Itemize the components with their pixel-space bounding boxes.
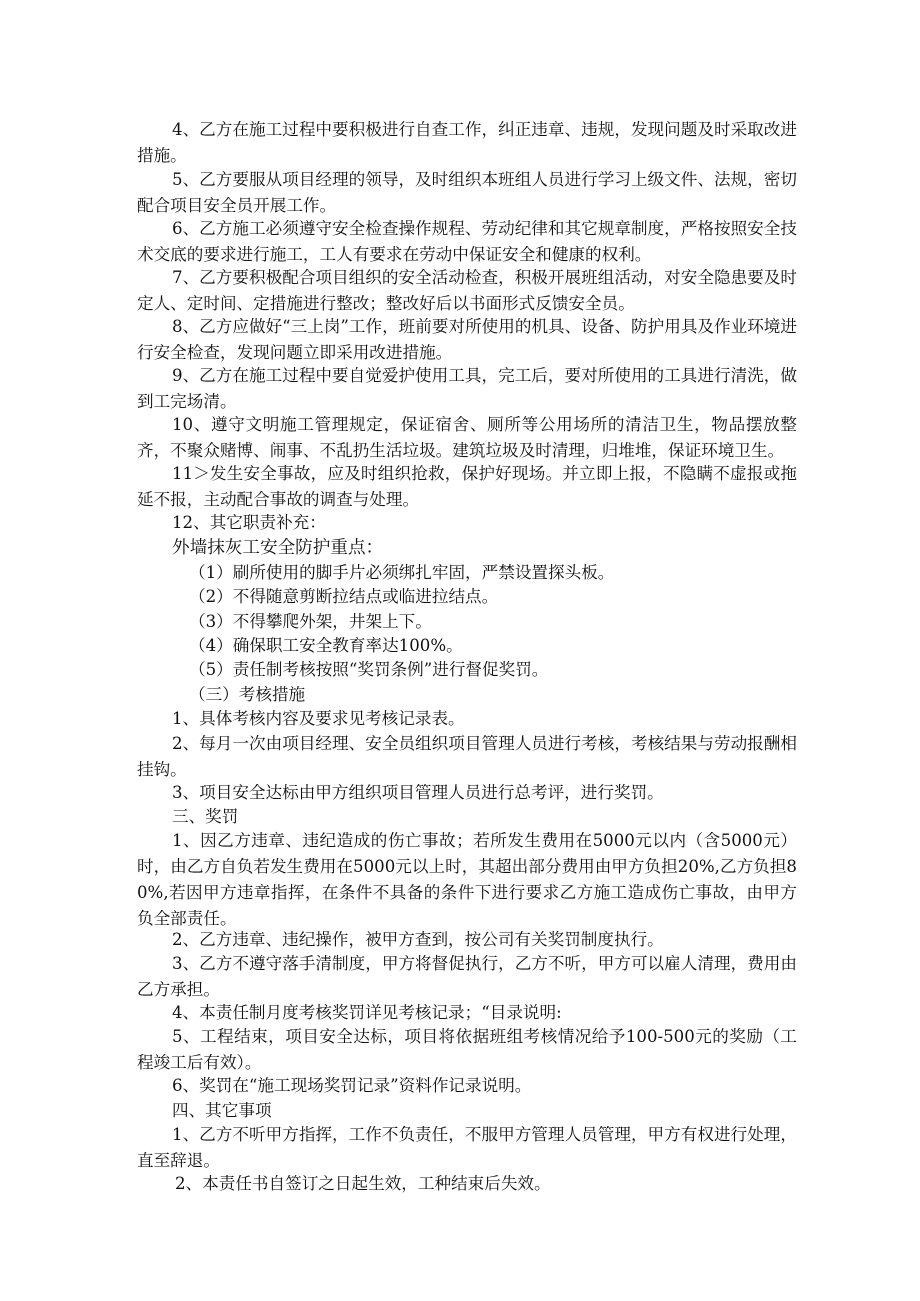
clause-9: 9、乙方在施工过程中要自觉爱护使用工具，完工后，要对所使用的工具进行清洗，做到工完场清。: [137, 366, 797, 411]
assessment-item-1: 1、具体考核内容及要求见考核记录表。: [172, 709, 465, 728]
clause-10: 10、遵守文明施工管理规定，保证宿舍、厕所等公用场所的清洁卫生，物品摆放整齐，不聚众赌博、闹事、不乱扔生活垃圾。建筑垃圾及时清理，归堆堆，保证环境卫生。: [137, 415, 797, 460]
protection-heading: 外墙抹灰工安全防护重点：: [172, 538, 384, 558]
clause-5: 5、乙方要服从项目经理的领导，及时组织本班组人员进行学习上级文件、法规，密切配合项目安全员开展工作。: [137, 170, 797, 215]
protection-item-3: （3）不得攀爬外架，井架上下。: [189, 612, 432, 631]
reward-item-5: 5、工程结束，项目安全达标，项目将依据班组考核情况给予100-500元的奖励（工程竣工后有效）。: [137, 1027, 797, 1072]
other-item-1: 1、乙方不听甲方指挥，工作不负责任，不服甲方管理人员管理，甲方有权进行处理，直至辞退。: [137, 1125, 797, 1170]
protection-item-2: （2）不得随意剪断拉结点或临进拉结点。: [189, 587, 499, 606]
clause-6: 6、乙方施工必须遵守安全检查操作规程、劳动纪律和其它规章制度，严格按照安全技术交底的要求进行施工，工人有要求在劳动中保证安全和健康的权利。: [137, 219, 797, 264]
clause-4: 4、乙方在施工过程中要积极进行自查工作，纠正违章、违规，发现问题及时采取改进措施。: [137, 120, 797, 165]
clause-7: 7、乙方要积极配合项目组织的安全活动检查，积极开展班组活动，对安全隐患要及时定人、定时间、定措施进行整改；整改好后以书面形式反馈安全员。: [137, 268, 797, 313]
assessment-item-3: 3、项目安全达标由甲方组织项目管理人员进行总考评，进行奖罚。: [172, 783, 664, 802]
other-item-2: 2、本责任书自签订之日起生效，工种结束后失效。: [175, 1174, 551, 1193]
assessment-item-2: 2、每月一次由项目经理、安全员组织项目管理人员进行考核，考核结果与劳动报酬相挂钩。: [137, 734, 797, 779]
section-assessment-heading: （三）考核措施: [189, 685, 306, 704]
reward-item-3: 3、乙方不遵守落手清制度，甲方将督促执行，乙方不听，甲方可以雇人清理，费用由乙方承担。: [137, 954, 797, 999]
section-other-heading: 四、其它事项: [172, 1101, 272, 1120]
reward-item-2: 2、乙方违章、违纪操作，被甲方查到，按公司有关奖罚制度执行。: [172, 930, 664, 949]
reward-item-1: 1、因乙方违章、违纪造成的伤亡事故；若所发生费用在5000元以内（含5000元）时，由乙方自负若发生费用在5000元以上时，其超出部分费用由甲方负担20%,乙方负担80%,若因甲方违章指挥，在条件不具备的条件下进行要求乙方施工造成伤亡事故，由甲方负全部责任。: [137, 831, 797, 928]
protection-item-4: （4）确保职工安全教育率达100%。: [189, 636, 463, 655]
protection-item-5: （5）责任制考核按照“奖罚条例”进行督促奖罚。: [189, 660, 549, 679]
clause-12: 12、其它职责补充：: [172, 513, 326, 532]
clause-11: 11＞发生安全事故，应及时组织抢救，保护好现场。并立即上报，不隐瞒不虚报或拖延不报，主动配合事故的调查与处理。: [137, 464, 797, 509]
reward-item-4: 4、本责任制月度考核奖罚详见考核记录；“目录说明:: [172, 1003, 562, 1022]
clause-8: 8、乙方应做好“三上岗”工作，班前要对所使用的机具、设备、防护用具及作业环境进行安全检查，发现问题立即采用改进措施。: [137, 317, 797, 362]
protection-item-1: （1）刷所使用的脚手片必须绑扎牢固，严禁设置探头板。: [189, 563, 615, 582]
section-rewards-heading: 三、奖罚: [172, 807, 239, 826]
reward-item-6: 6、奖罚在“施工现场奖罚记录”资料作记录说明。: [172, 1076, 532, 1095]
